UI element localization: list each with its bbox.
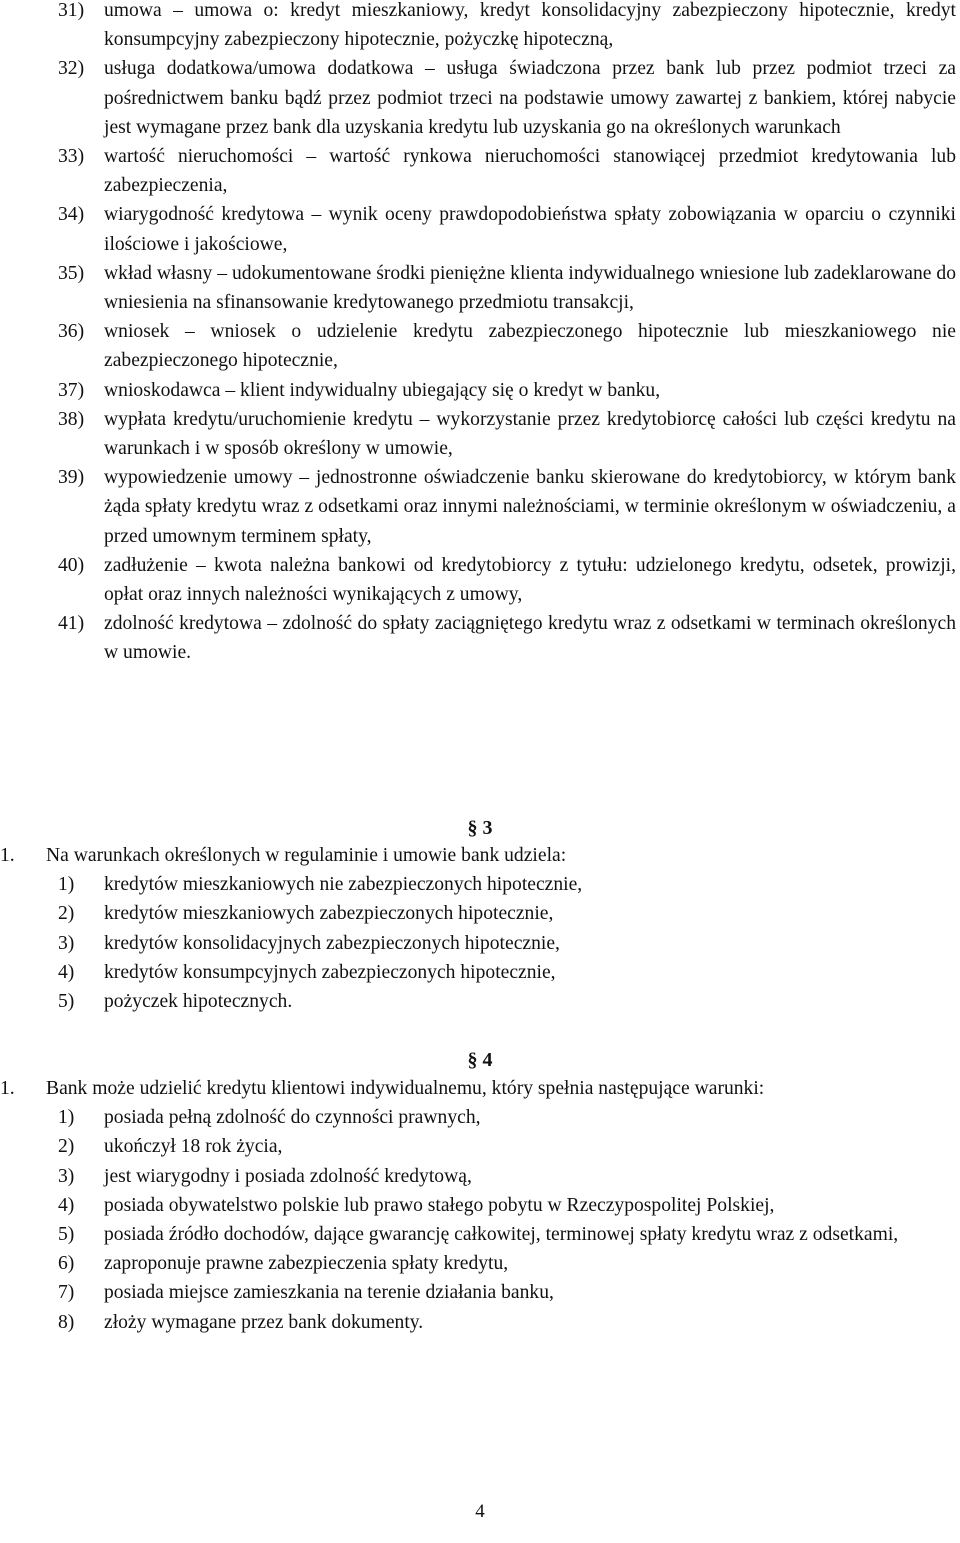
item-number: 3) [58,1165,75,1187]
paragraph-text: Na warunkach określonych w regulaminie i umowie bank udziela: [46,845,567,866]
item-text: kredytów mieszkaniowych nie zabezpieczonych hipotecznie, [104,874,583,896]
item-text: wypowiedzenie umowy – jednostronne oświadczenie banku skierowane do kredytobiorcy, w którym bank żąda spłaty kredytu wraz z odsetkami oraz innymi należnościami, w terminie określonym w oświadczeniu, a przed umownym terminem spłaty, [104,467,956,547]
list-item [58,405,956,463]
item-text: wnioskodawca – klient indywidualny ubiegający się o kredyt w banku, [104,379,661,401]
list-item [58,463,956,551]
section-heading-4: § 4 [467,1049,493,1071]
item-number: 40) [58,554,85,576]
item-number: 4) [58,961,75,983]
item-text: wartość nieruchomości – wartość rynkowa nieruchomości stanowiącej przedmiot kredytowania lub zabezpieczenia, [104,146,956,197]
paragraph-number: 1. [0,1078,15,1099]
item-text: posiada obywatelstwo polskie lub prawo stałego pobytu w Rzeczypospolitej Polskiej, [104,1194,775,1216]
item-number: 1) [58,874,75,896]
item-text: posiada źródło dochodów, dające gwarancję całkowitej, terminowej spłaty kredytu wraz z odsetkami, [104,1224,899,1246]
item-text: zadłużenie – kwota należna bankowi od kredytobiorcy z tytułu: udzielonego kredytu, odsetek, prowizji, opłat oraz innych należności wynikających z umowy, [104,554,956,606]
section-3-paragraph [0,841,956,1016]
list-item [58,1220,956,1249]
item-number: 8) [58,1311,75,1333]
item-number: 37) [58,379,85,401]
item-text: pożyczek hipotecznych. [104,991,293,1013]
item-text: kredytów konsumpcyjnych zabezpieczonych hipotecznie, [104,961,556,983]
item-number: 41) [58,613,85,635]
section-4-paragraph [0,1074,956,1337]
item-text: zaproponuje prawne zabezpieczenia spłaty kredytu, [104,1253,509,1275]
item-number: 6) [58,1253,75,1275]
list-item [58,899,956,928]
item-number: 2) [58,903,75,925]
list-item [58,317,956,375]
item-text: wypłata kredytu/uruchomienie kredytu – wykorzystanie przez kredytobiorcę całości lub części kredytu na warunkach i w sposób określony w umowie, [104,408,956,460]
item-text: ukończył 18 rok życia, [104,1136,283,1158]
item-number: 5) [58,991,75,1013]
item-text: złoży wymagane przez bank dokumenty. [104,1311,424,1333]
paragraph-text: Bank może udzielić kredytu klientowi indywidualnemu, który spełnia następujące warunki: [46,1078,765,1099]
item-number: 39) [58,467,85,489]
list-item [58,200,956,258]
item-text: usługa dodatkowa/umowa dodatkowa – usługa świadczona przez bank lub przez podmiot trzeci za pośrednictwem banku bądź przez podmiot trzeci na podstawie umowy zawartej z bankiem, której nabycie jest wymagane przez bank dla uzyskania kredytu lub uzyskania go na określonych warunkach [104,58,956,138]
list-item [58,870,956,899]
page-number: 4 [475,1501,485,1522]
list-item [58,1308,956,1337]
item-number: 34) [58,204,85,226]
item-number: 31) [58,0,85,21]
list-item [58,958,956,987]
item-text: jest wiarygodny i posiada zdolność kredytową, [104,1165,472,1187]
item-number: 1) [58,1107,75,1129]
item-number: 36) [58,321,85,343]
item-number: 38) [58,408,85,430]
list-item [58,609,956,667]
list-item [58,1103,956,1132]
item-text: umowa – umowa o: kredyt mieszkaniowy, kredyt konsolidacyjny zabezpieczony hipotecznie, kredyt konsumpcyjny zabezpieczony hipotecznie, pożyczkę hipoteczną, [104,0,956,51]
list-item [58,1191,956,1220]
paragraph-number: 1. [0,845,15,866]
list-item [58,1249,956,1278]
list-item [58,259,956,317]
item-number: 4) [58,1194,75,1216]
list-item [58,1132,956,1161]
item-number: 5) [58,1224,75,1246]
item-text: wniosek – wniosek o udzielenie kredytu zabezpieczonego hipotecznie lub mieszkaniowego nie zabezpieczonego hipotecznie, [104,321,956,372]
item-number: 33) [58,146,85,168]
definitions-list [58,0,956,668]
section-4-list [58,1103,956,1337]
item-number: 2) [58,1136,75,1158]
item-text: wiarygodność kredytowa – wynik oceny prawdopodobieństwa spłaty zobowiązania w oparciu o czynniki ilościowe i jakościowe, [104,204,956,255]
list-item [58,376,956,405]
item-number: 7) [58,1282,75,1304]
item-text: zdolność kredytowa – zdolność do spłaty zaciągniętego kredytu wraz z odsetkami w terminach określonych w umowie. [104,613,956,664]
item-number: 35) [58,262,85,284]
list-item [58,551,956,609]
list-item [58,1162,956,1191]
list-item [58,929,956,958]
section-3-list [58,870,956,1016]
list-item [58,54,956,142]
item-text: kredytów mieszkaniowych zabezpieczonych hipotecznie, [104,903,554,925]
section-heading-3: § 3 [467,817,493,839]
list-item [58,1278,956,1307]
list-item [58,142,956,200]
item-text: kredytów konsolidacyjnych zabezpieczonych hipotecznie, [104,932,560,954]
list-item [58,987,956,1016]
item-number: 32) [58,58,85,80]
item-text: posiada pełną zdolność do czynności prawnych, [104,1107,481,1129]
item-text: wkład własny – udokumentowane środki pieniężne klienta indywidualnego wniesione lub zadeklarowane do wniesienia na sfinansowanie kredytowanego przedmiotu transakcji, [104,262,956,314]
list-item [58,0,956,54]
item-text: posiada miejsce zamieszkania na terenie działania banku, [104,1282,554,1304]
item-number: 3) [58,932,75,954]
